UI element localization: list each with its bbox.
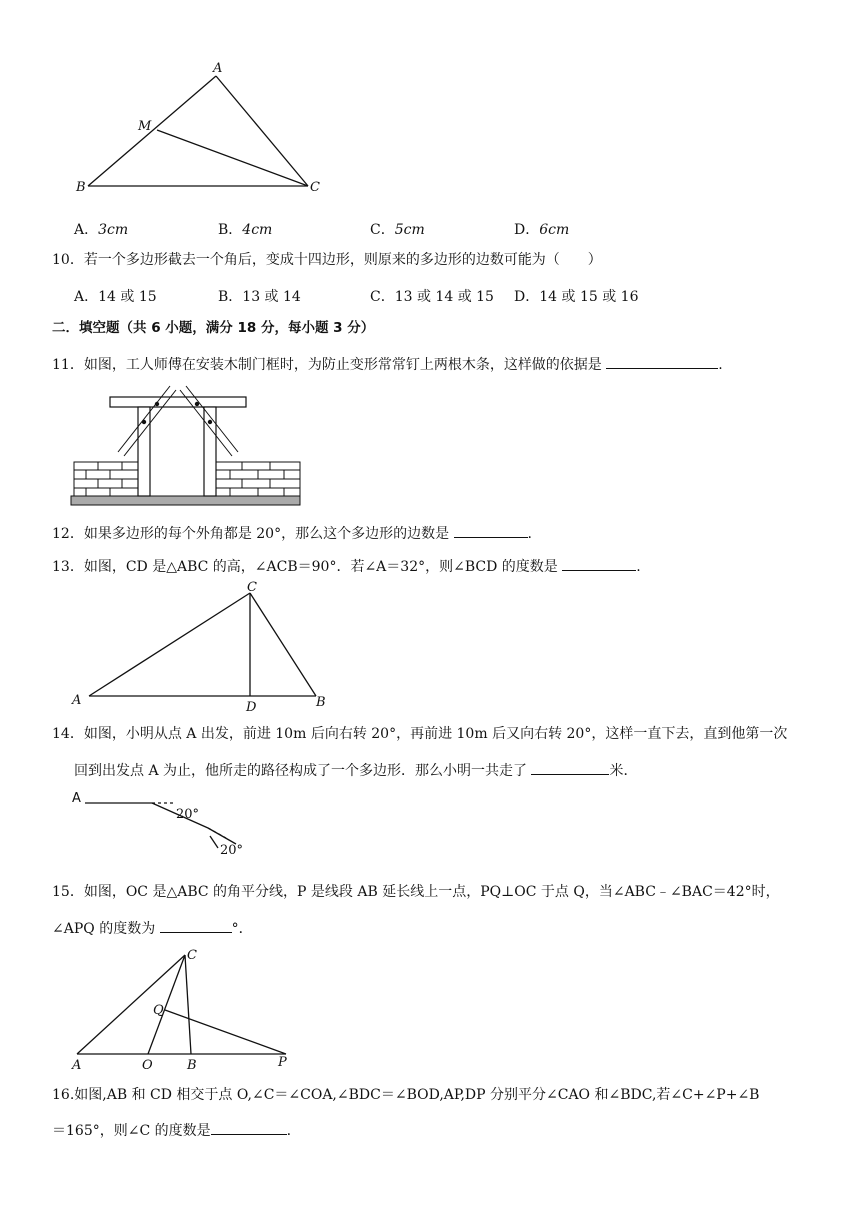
q9-triangle-figure <box>70 55 340 205</box>
q15-side-bc <box>185 955 191 1054</box>
q13-stem: 13．如图，CD 是△ABC 的高，∠ACB＝90°．若∠A＝32°，则∠BCD 的度数是 . <box>52 556 641 577</box>
q11-nail <box>155 402 159 406</box>
q10-option-d[interactable]: D．14 或 15 或 16 <box>514 289 639 305</box>
q13-label-b: B <box>316 695 326 710</box>
q10-stem: 10．若一个多边形截去一个角后，变成十四边形，则原来的多边形的边数可能为（ ） <box>52 252 602 268</box>
q9-option-a[interactable]: A．3cm <box>74 222 129 238</box>
q10-option-c[interactable]: C．13 或 14 或 15 <box>370 289 494 305</box>
q14-stem-line2: 回到出发点 A 为止，他所走的路径构成了一个多边形．那么小明一共走了 米． <box>74 760 637 781</box>
q15-answer-blank[interactable] <box>160 918 232 933</box>
q13-side-ac <box>89 593 250 696</box>
q15-triangle-figure <box>66 944 306 1074</box>
q14-stem-line1: 14．如图，小明从点 A 出发，前进 10m 后向右转 20°，再前进 10m 后又向右转 20°，这样一直下去，直到他第一次 <box>52 726 788 742</box>
q15-segment-pq <box>165 1010 286 1054</box>
q16-stem-line2: ＝165°，则∠C 的度数是 . <box>52 1120 291 1141</box>
q15-stem-line1: 15．如图，OC 是△ABC 的角平分线，P 是线段 AB 延长线上一点，PQ⊥OC 于点 Q，当∠ABC﹣∠BAC＝42°时， <box>52 884 780 900</box>
q13-label-c: C <box>247 580 257 595</box>
q15-label-c: C <box>187 948 197 963</box>
q9-label-b: B <box>76 180 86 195</box>
q14-answer-blank[interactable] <box>531 760 609 775</box>
q9-option-c[interactable]: C．5cm <box>370 222 425 238</box>
q9-side-ab <box>88 76 216 186</box>
q15-label-p: P <box>278 1055 287 1070</box>
q9-option-b[interactable]: B．4cm <box>218 222 273 238</box>
q15-stem-line2: ∠APQ 的度数为 °． <box>52 918 253 939</box>
q11-nail <box>195 402 199 406</box>
q11-ground <box>71 496 300 505</box>
q9-label-c: C <box>310 180 320 195</box>
q15-side-ac <box>77 955 185 1054</box>
q15-label-b: B <box>187 1058 197 1073</box>
q15-label-q: Q <box>153 1003 164 1018</box>
q11-right-brick-wall <box>216 462 300 496</box>
q9-label-m: M <box>138 119 152 134</box>
section-title-fill-in: 二．填空题（共 6 小题，满分 18 分，每小题 3 分） <box>52 320 375 336</box>
q16-answer-blank[interactable] <box>211 1120 287 1135</box>
q12-answer-blank[interactable] <box>454 523 528 538</box>
q13-right-triangle-figure <box>66 578 346 713</box>
q14-angle-label-1: 20° <box>176 807 200 822</box>
q11-answer-blank[interactable] <box>606 354 718 369</box>
q11-door-frame <box>110 397 246 496</box>
q13-side-bc <box>250 593 316 696</box>
q14-label-a: A <box>72 791 81 806</box>
q11-nail <box>208 420 212 424</box>
q14-path-segment <box>208 828 236 844</box>
q11-left-brick-wall <box>74 462 138 496</box>
q14-angle-label-2: 20° <box>220 843 244 858</box>
q15-label-a: A <box>72 1058 82 1073</box>
q14-angle-tick <box>210 836 218 848</box>
q10-option-a[interactable]: A．14 或 15 <box>74 289 157 305</box>
q15-label-o: O <box>142 1058 153 1073</box>
q13-label-a: A <box>72 693 82 708</box>
q12-stem: 12．如果多边形的每个外角都是 20°，那么这个多边形的边数是 . <box>52 523 532 544</box>
q10-option-b[interactable]: B．13 或 14 <box>218 289 301 305</box>
q13-answer-blank[interactable] <box>562 556 636 571</box>
q11-stem: 11．如图，工人师傅在安装木制门框时，为防止变形常常钉上两根木条，这样做的依据是 . <box>52 354 723 375</box>
q11-door-frame-figure <box>70 382 305 512</box>
q14-path-figure <box>66 786 266 861</box>
q16-stem-line1: 16.如图,AB 和 CD 相交于点 O,∠C＝∠COA,∠BDC＝∠BOD,AP,DP 分别平分∠CAO 和∠BDC,若∠C+∠P+∠B <box>52 1087 760 1103</box>
q11-nail <box>142 420 146 424</box>
q9-label-a: A <box>213 61 223 76</box>
q13-label-d: D <box>246 700 257 713</box>
q9-option-d[interactable]: D．6cm <box>514 222 570 238</box>
